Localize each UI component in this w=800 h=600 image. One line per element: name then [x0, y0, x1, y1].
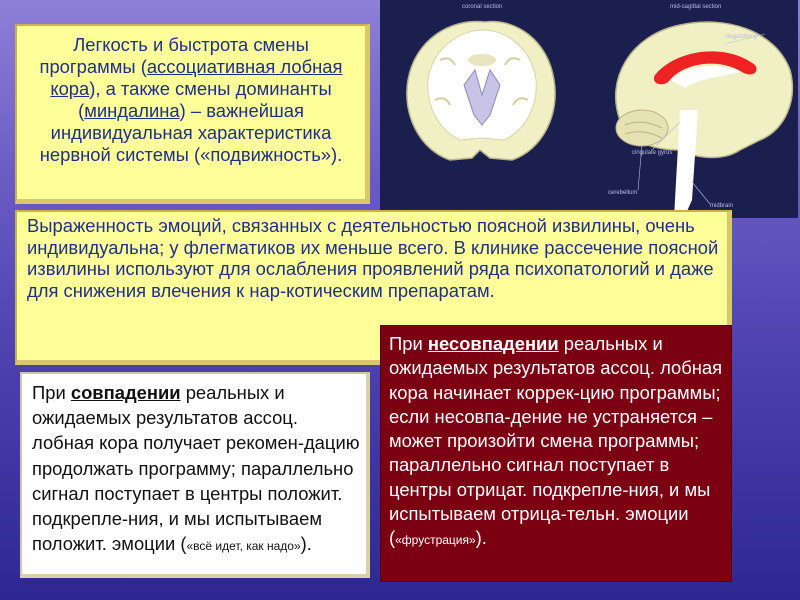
underlined-term-frontal-cortex: ассоциативная лобная кора: [50, 56, 343, 99]
text-part: реальных и ожидаемых результатов ассоц. лобная кора получает рекомен-дацию продолжать программу; параллельно сигнал поступает в центры положит. подкрепле-ния, и мы испытываем положит. эмоции (: [32, 382, 360, 555]
text-part: ).: [300, 533, 312, 555]
underlined-term-amygdala: миндалина: [84, 100, 180, 121]
coronal-section: [407, 22, 555, 160]
brain-diagram: [380, 0, 798, 218]
sagittal-section: [616, 22, 793, 218]
text-part: реальных и ожидаемых результатов ассоц. лобная кора начинает коррек-цию программы; если несовпа-дение не устраняется – может произойти смена программы; параллельно сигнал поступает в центры отрицат. подкрепле-ния, и мы испытываем отрица-тельн. эмоции (: [389, 333, 723, 549]
mismatch-text: [381, 326, 731, 553]
label-cerebellum: cerebellum: [608, 190, 638, 196]
quote-small: «фрустрация»: [395, 533, 476, 548]
mobility-text-box: [15, 24, 370, 204]
text-part: При: [32, 382, 71, 403]
label-cingulate-gyrus: cingulate gyrus: [632, 150, 673, 156]
text-part: ), а также смены доминанты (: [78, 78, 332, 121]
brain-illustration: [380, 0, 798, 218]
emphasis-mismatch: несовпадении: [427, 333, 559, 354]
text-part: ).: [475, 527, 487, 549]
text-part: При: [389, 333, 428, 354]
text-part: Легкость и быстрота смены программы (: [39, 34, 309, 77]
match-text-box: [20, 372, 370, 578]
label-midsagittal: mid-sagittal section: [670, 4, 722, 10]
quote-small: «всё идет, как надо»: [186, 539, 301, 554]
emphasis-match: совпадении: [70, 382, 181, 403]
match-text: [22, 374, 366, 559]
mismatch-text-box: [380, 325, 732, 582]
label-cingulotomy: cingulotomy: [725, 34, 758, 40]
text-part: ) – важнейшая индивидуальная характеристика нервной системы («подвижность»).: [39, 100, 343, 165]
label-midbrain: midbrain: [710, 203, 734, 209]
cingulate-text: Выраженность эмоций, связанных с деятельностью поясной извилины, очень индивидуальна; у флегматиков их меньше всего. В клинике рассечение поясной извилины используют для ослабления проявлений ряда психопатологий и даже для снижения влечения к нар-котическим препаратам.: [27, 215, 719, 301]
label-coronal: coronal section: [462, 4, 503, 10]
mobility-text: [17, 26, 365, 166]
